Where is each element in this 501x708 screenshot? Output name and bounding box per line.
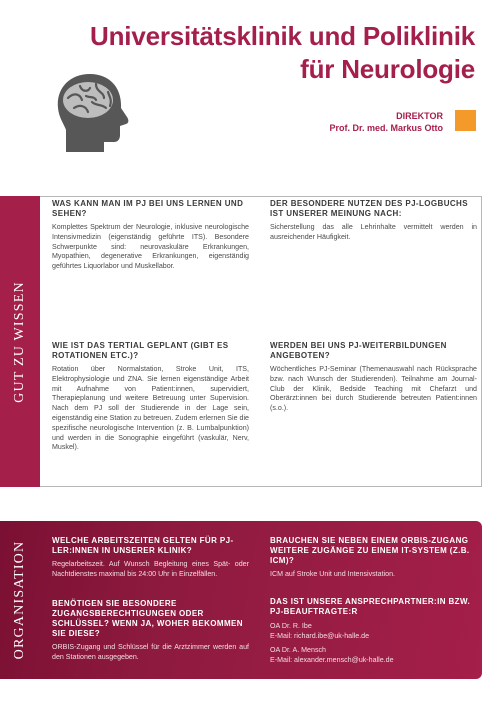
section-question: WERDEN BEI UNS PJ-WEITERBILDUNGEN ANGEBOTEN? [270,341,447,360]
section-answer: Sicherstellung das alle Lehrinhalte vermittelt werden in ausreichender Häufigkeit. [270,223,477,241]
contact-email[interactable]: E-Mail: alexander.mensch@uk-halle.de [270,656,394,664]
contact-email[interactable]: E-Mail: richard.ibe@uk-halle.de [270,632,370,640]
accent-square [455,110,476,131]
director-label: DIREKTOR [396,111,443,121]
director-name: Prof. Dr. med. Markus Otto [329,123,443,133]
gut-zu-wissen-label: GUT ZU WISSEN [12,280,27,403]
section-answer: ORBIS-Zugang und Schlüssel für die Arztzimmer werden auf den Stationen ausgegeben. [52,643,249,661]
section-ansprechpartner [270,597,477,665]
section-arbeitszeiten [52,536,249,580]
section-answer: Komplettes Spektrum der Neurologie, inklusive neurologische Intensivmedizin (eigenständig geführte ITS). Besondere Schwerpunkte sind: neurovaskuläre Erkrankungen, Myopathien, degenerative Erkrankungen, eigenständig geführtes Liquorlabor und Muskellabor. [52,223,249,271]
section-tertial [52,341,249,453]
section-weiterbildung [270,341,477,414]
section-answer: Regelarbeitszeit. Auf Wunsch Begleitung eines Spät- oder Nachtdienstes maximal bis 24:00 Uhr in Einzelfällen. [52,560,249,578]
director-info [329,110,443,134]
title-line-1: Universitätsklinik und Poliklinik [90,21,475,51]
section-question: DER BESONDERE NUTZEN DES PJ-LOGBUCHS IST UNSERER MEINUNG NACH: [270,199,468,218]
organisation-label: ORGANISATION [12,540,27,660]
organisation-panel [0,521,482,679]
section-answer: Rotation über Normalstation, Stroke Unit, ITS, Elektrophysiologie und ZNA. Sie lernen eigenständige Arbeit mit Aufnahme von Patient:innen, supervidiert, Therapieplanung und weitere Betreuung unter Supervision. Nach dem PJ soll der Studierende in der Lage sein, eigenständig eine Station zu betreuen. Zudem erlernen Sie die spezifische neurologische Intervention (z. B. Lumbalpunktion) und werden in die Sonographie eingeführt (vaskulär, Nerv, Muskel). [52,365,249,452]
title-line-2: für Neurologie [300,54,475,84]
contact-name: OA Dr. A. Mensch [270,646,326,654]
section-zugang [52,599,249,663]
gut-zu-wissen-tab [0,196,40,487]
contact-name: OA Dr. R. Ibe [270,622,312,630]
section-question: WAS KANN MAN IM PJ BEI UNS LERNEN UND SEHEN? [52,199,244,218]
section-question: WIE IST DAS TERTIAL GEPLANT (GIBT ES ROTATIONEN ETC.)? [52,341,229,360]
head-brain-icon [52,70,136,156]
section-logbuch [270,199,477,243]
section-question: BRAUCHEN SIE NEBEN EINEM ORBIS-ZUGANG WEITERE ZUGÄNGE ZU EINEM IT-SYSTEM (Z.B. ICM)? [270,536,470,565]
section-lernen [52,199,249,272]
section-question: WELCHE ARBEITSZEITEN GELTEN FÜR PJ-LER:INNEN IN UNSERER KLINIK? [52,536,234,555]
section-question: DAS IST UNSERE ANSPRECHPARTNER:IN BZW. PJ-BEAUFTRAGTE:R [270,597,471,616]
section-question: BENÖTIGEN SIE BESONDERE ZUGANGSBERECHTIGUNGEN ODER SCHLÜSSEL? WENN JA, WOHER BEKOMMEN SIE DIESE? [52,599,243,638]
section-it-system [270,536,477,580]
section-answer: Wöchentliches PJ-Seminar (Themenauswahl nach Rücksprache bzw. nach Wunsch der Studierenden). Teilnahme am Journal-Club der Klinik, Bedside Teaching mit Chefarzt und Oberärzt:innen bei durch Studierende betreuten Patient:innen (s.o.). [270,365,477,413]
section-answer: ICM auf Stroke Unit und Intensivstation. [270,570,395,578]
